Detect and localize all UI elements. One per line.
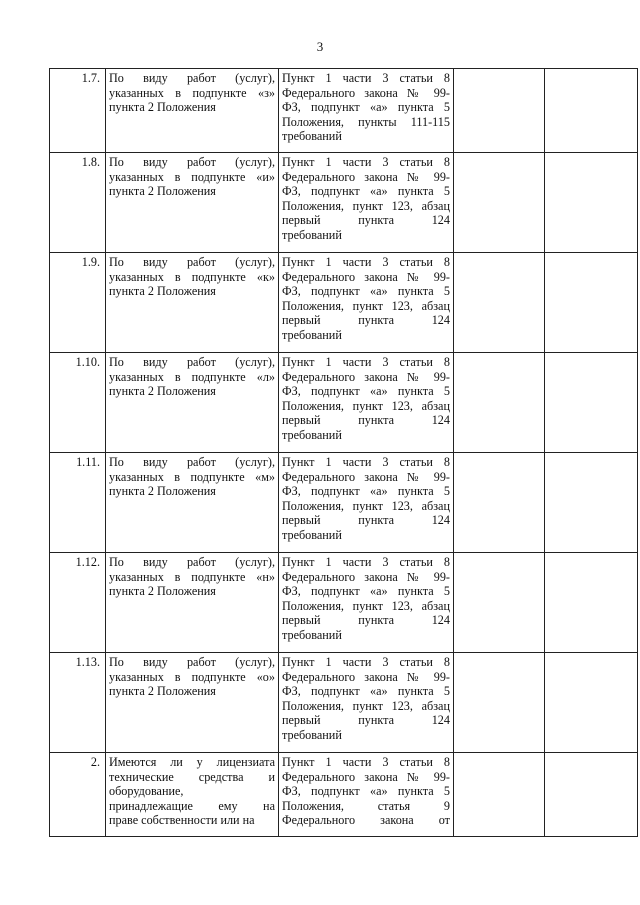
legal-reference-cell [279, 253, 454, 353]
legal-reference-line: Пункт 1 части 3 статьи 8 [282, 755, 450, 769]
legal-reference-cell [279, 453, 454, 553]
answer-cell[interactable] [454, 753, 545, 837]
legal-reference-line: Пункт 1 части 3 статьи 8 [282, 655, 450, 669]
legal-reference-cell [279, 553, 454, 653]
note-cell[interactable] [545, 753, 638, 837]
requirement-text-line: указанных в подпункте «з» [109, 85, 275, 100]
legal-reference-line: Пункт 1 части 3 статьи 8 [282, 555, 450, 569]
table-row [50, 753, 638, 837]
item-number-cell [50, 553, 106, 653]
legal-reference-line: Положения, статья 9 [282, 798, 450, 813]
item-number: 1.11. [76, 455, 100, 469]
requirement-cell [106, 69, 279, 153]
item-number: 1.9. [81, 255, 100, 269]
legal-reference-line: Положения, пункт 123, абзац [282, 198, 450, 213]
requirement-text-line: указанных в подпункте «и» [109, 169, 275, 184]
legal-reference-line: первый пункта 124 [282, 613, 450, 628]
item-number: 1.12. [75, 555, 100, 569]
requirement-text-line: По виду работ (услуг), [109, 155, 275, 169]
legal-reference-line: первый пункта 124 [282, 213, 450, 228]
note-cell[interactable] [545, 153, 638, 253]
legal-reference-cell [279, 353, 454, 453]
requirement-cell [106, 253, 279, 353]
requirement-text-line: указанных в подпункте «н» [109, 569, 275, 584]
legal-reference-line: Положения, пункт 123, абзац [282, 398, 450, 413]
legal-reference-line: Пункт 1 части 3 статьи 8 [282, 455, 450, 469]
item-number-cell [50, 353, 106, 453]
table-row [50, 153, 638, 253]
legal-reference-line: Положения, пункты 111-115 [282, 114, 450, 129]
item-number-cell [50, 253, 106, 353]
legal-reference-line: требований [282, 427, 342, 442]
table-row [50, 553, 638, 653]
table-row [50, 353, 638, 453]
table-row [50, 253, 638, 353]
item-number: 1.8. [81, 155, 100, 169]
note-cell[interactable] [545, 253, 638, 353]
answer-cell[interactable] [454, 69, 545, 153]
legal-reference-line: ФЗ, подпункт «а» пункта 5 [282, 384, 450, 399]
item-number-cell [50, 453, 106, 553]
legal-reference-line: Положения, пункт 123, абзац [282, 298, 450, 313]
legal-reference-line: ФЗ, подпункт «а» пункта 5 [282, 584, 450, 599]
requirement-text-line: указанных в подпункте «к» [109, 269, 275, 284]
requirement-text-line: По виду работ (услуг), [109, 555, 275, 569]
item-number: 2. [90, 755, 100, 769]
legal-reference-line: Федерального закона № 99- [282, 569, 450, 584]
note-cell[interactable] [545, 453, 638, 553]
legal-reference-line: Положения, пункт 123, абзац [282, 498, 450, 513]
legal-reference-line: Положения, пункт 123, абзац [282, 598, 450, 613]
item-number: 1.13. [75, 655, 100, 669]
requirement-cell [106, 553, 279, 653]
item-number: 1.10. [75, 355, 100, 369]
answer-cell[interactable] [454, 553, 545, 653]
note-cell[interactable] [545, 353, 638, 453]
item-number-cell [50, 153, 106, 253]
legal-reference-line: первый пункта 124 [282, 713, 450, 728]
legal-reference-line: Федерального закона № 99- [282, 369, 450, 384]
answer-cell[interactable] [454, 153, 545, 253]
requirement-cell [106, 153, 279, 253]
requirement-text-line: праве собственности или на [109, 813, 255, 828]
requirement-text-line: По виду работ (услуг), [109, 655, 275, 669]
table-row [50, 453, 638, 553]
legal-reference-cell [279, 753, 454, 837]
note-cell[interactable] [545, 69, 638, 153]
note-cell[interactable] [545, 653, 638, 753]
table-row [50, 653, 638, 753]
answer-cell[interactable] [454, 253, 545, 353]
legal-reference-line: требований [282, 527, 342, 542]
requirement-text-line: пункта 2 Положения [109, 100, 216, 115]
legal-reference-cell [279, 153, 454, 253]
answer-cell[interactable] [454, 453, 545, 553]
checklist-table [49, 68, 638, 837]
legal-reference-line: Положения, пункт 123, абзац [282, 698, 450, 713]
requirement-text-line: пункта 2 Положения [109, 384, 216, 399]
answer-cell[interactable] [454, 353, 545, 453]
legal-reference-line: первый пункта 124 [282, 513, 450, 528]
requirement-text-line: пункта 2 Положения [109, 584, 216, 599]
requirement-cell [106, 353, 279, 453]
requirement-text-line: принадлежащие ему на [109, 798, 275, 813]
requirement-text-line: указанных в подпункте «м» [109, 469, 275, 484]
legal-reference-line: требований [282, 227, 342, 242]
table-row [50, 69, 638, 153]
requirement-cell [106, 453, 279, 553]
legal-reference-line: ФЗ, подпункт «а» пункта 5 [282, 100, 450, 115]
requirement-text-line: пункта 2 Положения [109, 284, 216, 299]
legal-reference-line: ФЗ, подпункт «а» пункта 5 [282, 684, 450, 699]
page-number: 3 [316, 39, 324, 54]
requirement-text-line: указанных в подпункте «о» [109, 669, 275, 684]
legal-reference-line: ФЗ, подпункт «а» пункта 5 [282, 284, 450, 299]
legal-reference-line: ФЗ, подпункт «а» пункта 5 [282, 184, 450, 199]
legal-reference-line: требований [282, 327, 342, 342]
note-cell[interactable] [545, 553, 638, 653]
legal-reference-line: Пункт 1 части 3 статьи 8 [282, 155, 450, 169]
requirement-text-line: По виду работ (услуг), [109, 355, 275, 369]
legal-reference-line: Пункт 1 части 3 статьи 8 [282, 71, 450, 85]
legal-reference-line: Федерального закона № 99- [282, 469, 450, 484]
legal-reference-line: Федерального закона № 99- [282, 169, 450, 184]
requirement-text-line: пункта 2 Положения [109, 484, 216, 499]
requirement-text-line: оборудование, [109, 784, 184, 799]
requirement-text-line: пункта 2 Положения [109, 184, 216, 199]
requirement-text-line: Имеются ли у лицензиата [109, 755, 275, 769]
item-number-cell [50, 653, 106, 753]
legal-reference-line: ФЗ, подпункт «а» пункта 5 [282, 484, 450, 499]
requirement-text-line: пункта 2 Положения [109, 684, 216, 699]
legal-reference-line: Пункт 1 части 3 статьи 8 [282, 255, 450, 269]
legal-reference-line: Федерального закона № 99- [282, 769, 450, 784]
legal-reference-line: требований [282, 129, 342, 144]
requirement-cell [106, 653, 279, 753]
requirement-text-line: По виду работ (услуг), [109, 71, 275, 85]
legal-reference-line: первый пункта 124 [282, 313, 450, 328]
requirement-text-line: технические средства и [109, 769, 275, 784]
legal-reference-line: первый пункта 124 [282, 413, 450, 428]
legal-reference-line: Пункт 1 части 3 статьи 8 [282, 355, 450, 369]
requirement-text-line: По виду работ (услуг), [109, 455, 275, 469]
item-number: 1.7. [81, 71, 100, 85]
item-number-cell [50, 753, 106, 837]
legal-reference-line: Федерального закона № 99- [282, 85, 450, 100]
answer-cell[interactable] [454, 653, 545, 753]
legal-reference-cell [279, 69, 454, 153]
legal-reference-line: требований [282, 627, 342, 642]
requirement-text-line: указанных в подпункте «л» [109, 369, 275, 384]
requirement-text-line: По виду работ (услуг), [109, 255, 275, 269]
legal-reference-line: Федерального закона от [282, 813, 450, 828]
legal-reference-line: ФЗ, подпункт «а» пункта 5 [282, 784, 450, 799]
legal-reference-line: Федерального закона № 99- [282, 269, 450, 284]
requirement-cell [106, 753, 279, 837]
legal-reference-line: требований [282, 727, 342, 742]
legal-reference-line: Федерального закона № 99- [282, 669, 450, 684]
item-number-cell [50, 69, 106, 153]
legal-reference-cell [279, 653, 454, 753]
